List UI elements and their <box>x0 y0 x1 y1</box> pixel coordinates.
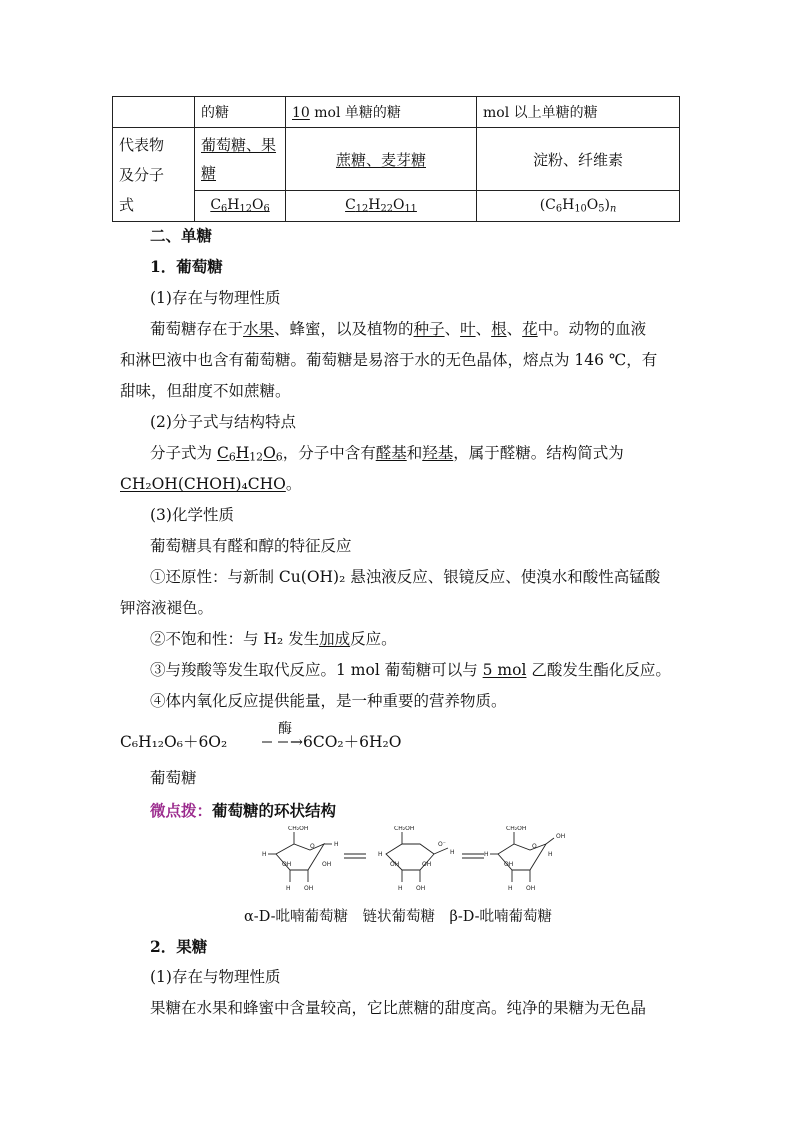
row-header-line: 及分子 <box>119 166 165 184</box>
table-cell <box>195 97 286 128</box>
underlined-answer: 种子 <box>413 320 445 338</box>
section-heading: 二、单糖 <box>150 226 213 245</box>
underlined-answer: 羟基 <box>422 444 454 462</box>
table-cell <box>286 128 477 191</box>
underlined-answer: 蔗糖、麦芽糖 <box>335 150 426 169</box>
underlined-answer: 醛基 <box>375 444 407 462</box>
sugar-classification-table <box>112 96 680 222</box>
structure-atom-label: H <box>508 885 513 892</box>
glucose-ring-structures-figure <box>262 826 582 902</box>
structure-atom-label: H <box>262 851 267 858</box>
structure-atom-label: CH₂OH <box>288 826 309 832</box>
table-cell <box>286 97 477 128</box>
paragraph-line: 葡萄糖存在于水果、蜂蜜，以及植物的种子、叶、根、花中。动物的血液 <box>150 320 647 338</box>
structure-atom-label: OH <box>556 833 566 840</box>
paragraph-line: 分子式为 $C_6H_{12}O_6$，分子中含有醛基和羟基，属于醛糖。结构简式为 <box>150 444 624 464</box>
paragraph-line: 钾溶液褪色。 <box>120 599 214 617</box>
structure-atom-label: H <box>334 841 339 848</box>
underlined-answer: 葡萄糖、果糖 <box>201 136 277 182</box>
reaction-condition: 酶 <box>278 721 292 737</box>
sub-heading: (1)存在与物理性质 <box>150 968 281 986</box>
underlined-answer: 5 mol <box>482 661 527 679</box>
table-cell <box>195 191 286 222</box>
underlined-answer: $C_6H_{12}O_6$ <box>216 444 283 464</box>
structure-atom-label: H <box>450 849 455 856</box>
cell-text: mol 单糖的糖 <box>309 105 401 121</box>
paragraph-line: ②不饱和性：与 H₂ 发生加成反应。 <box>150 630 397 648</box>
structure-atom-label: OH <box>282 861 292 868</box>
subsection-heading: 2．果糖 <box>150 937 208 956</box>
paragraph-line: ①还原性：与新制 Cu(OH)₂ 悬浊液反应、银镜反应、使溴水和酸性高锰酸 <box>150 568 661 586</box>
table-cell <box>113 97 195 128</box>
table-cell <box>477 128 680 191</box>
structure-atom-label: H <box>286 885 291 892</box>
equation-label: 葡萄糖 <box>150 769 197 787</box>
row-header-cell <box>113 128 195 222</box>
table-cell <box>195 128 286 191</box>
cell-text: mol 以上单糖的糖 <box>483 105 598 121</box>
equation-left: C₆H₁₂O₆＋6O₂ <box>120 733 228 751</box>
formula-glucose: $C_6H_{12}O_6$ <box>210 197 270 215</box>
paragraph-line: ③与羧酸等发生取代反应。1 mol 葡萄糖可以与 5 mol 乙酸发生酯化反应。 <box>150 661 671 679</box>
table-cell <box>477 191 680 222</box>
tip-line <box>150 801 336 821</box>
cell-text: 淀粉、纤维素 <box>532 150 623 169</box>
row-header-line: 式 <box>119 196 135 214</box>
formula-sucrose: $C_{12}H_{22}O_{11}$ <box>345 197 417 215</box>
structure-atom-label: H <box>484 851 489 858</box>
structure-atom-label: O <box>310 843 315 850</box>
underlined-answer: 根 <box>491 320 507 338</box>
equation-right: →6CO₂＋6H₂O <box>290 733 402 751</box>
structure-atom-label: OH <box>422 861 432 868</box>
sub-heading: (2)分子式与结构特点 <box>150 413 296 431</box>
table-row <box>113 191 680 222</box>
sub-heading: (3)化学性质 <box>150 506 234 524</box>
oxidation-equation <box>120 721 520 767</box>
structure-atom-label: OH <box>504 861 514 868</box>
cell-text: 的糖 <box>201 105 229 121</box>
table-cell <box>477 97 680 128</box>
tip-title: 葡萄糖的环状结构 <box>212 801 337 820</box>
paragraph-line: 甜味，但甜度不如蔗糖。 <box>120 382 291 400</box>
structure-atom-label: O <box>532 843 537 850</box>
paragraph-line: 和淋巴液中也含有葡萄糖。葡萄糖是易溶于水的无色晶体，熔点为 146 ℃，有 <box>120 351 658 369</box>
structure-atom-label: CH₂OH <box>394 826 415 832</box>
table-row <box>113 97 680 128</box>
structure-atom-label: OH <box>390 861 400 868</box>
paragraph-line: 葡萄糖具有醛和醇的特征反应 <box>150 537 352 555</box>
figure-caption: α-D-吡喃葡萄糖 链状葡萄糖 β-D-吡喃葡萄糖 <box>244 909 553 925</box>
underlined-answer: 加成 <box>319 630 351 648</box>
structure-atom-label: H <box>398 885 403 892</box>
tip-label: 微点拨： <box>150 801 213 820</box>
structure-atom-label: H <box>378 851 383 858</box>
structure-atom-label: OH <box>322 861 332 868</box>
underlined-answer: CH₂OH(CHOH)₄CHO <box>120 475 286 493</box>
paragraph-line: CH₂OH(CHOH)₄CHO。 <box>120 475 302 493</box>
subsection-heading: 1．葡萄糖 <box>150 257 223 276</box>
paragraph-line: ④体内氧化反应提供能量，是一种重要的营养物质。 <box>150 692 507 710</box>
row-header-line: 代表物 <box>119 136 165 154</box>
underlined-answer: 花 <box>522 320 538 338</box>
table-row <box>113 128 680 191</box>
structure-atom-label: CH₂OH <box>506 826 527 832</box>
table-cell <box>286 191 477 222</box>
underlined-answer: 10 <box>292 105 310 121</box>
structure-atom-label: OH <box>304 885 314 892</box>
underlined-answer: 水果 <box>243 320 275 338</box>
structure-atom-label: O⁻ <box>438 841 446 848</box>
structure-atom-label: H <box>548 851 553 858</box>
paragraph-line: 果糖在水果和蜂蜜中含量较高，它比蔗糖的甜度高。纯净的果糖为无色晶 <box>150 999 647 1017</box>
underlined-answer: 叶 <box>460 320 476 338</box>
structure-atom-label: OH <box>416 885 426 892</box>
structure-atom-label: OH <box>526 885 536 892</box>
sub-heading: (1)存在与物理性质 <box>150 289 281 307</box>
formula-starch: $(C_6H_{10}O_5)_n$ <box>539 197 617 215</box>
